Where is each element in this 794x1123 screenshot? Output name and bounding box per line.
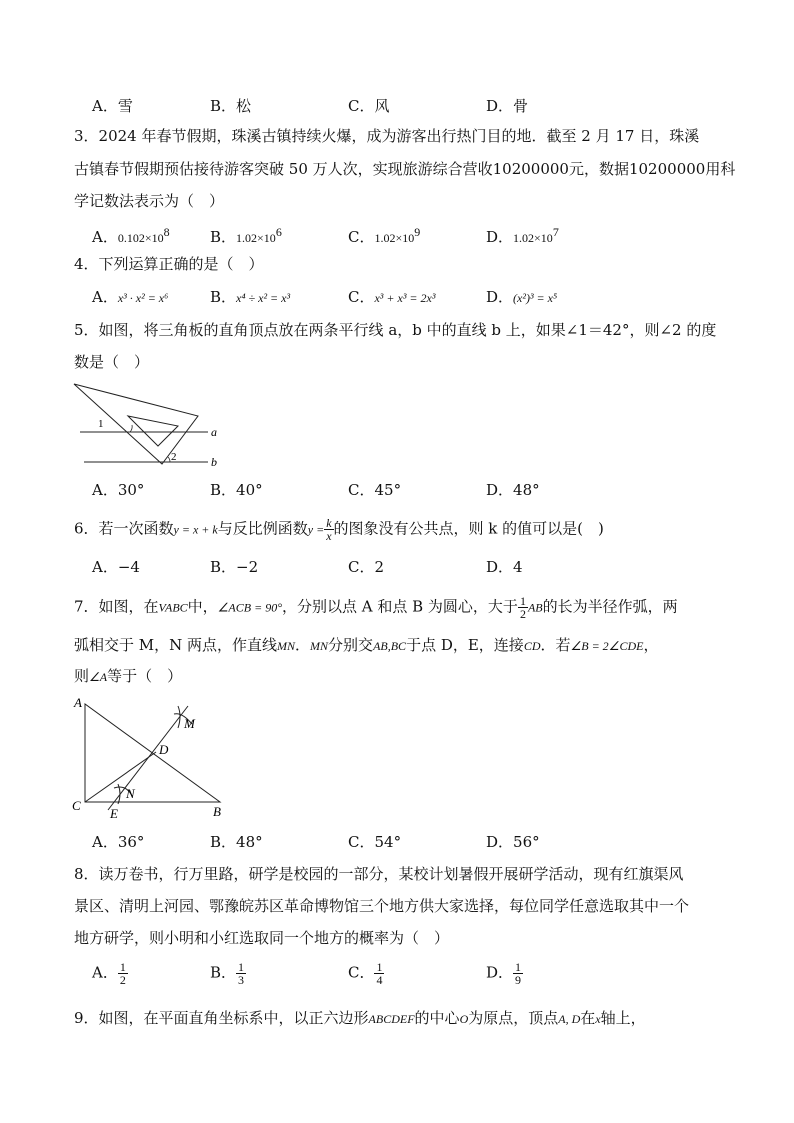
q3-option-b: [210, 222, 282, 248]
q4-option-a: [92, 287, 168, 308]
q6-text-2: 与反比例函数: [217, 519, 308, 538]
q2-option-a: A．雪: [92, 97, 133, 115]
q6-fraction-denominator: x: [326, 529, 332, 543]
q7-line-mn-2: MN: [310, 639, 329, 653]
q3-line-1: 3．2024 年春节假期，珠溪古镇持续火爆，成为游客出行热门目的地．截至 2 月 17 日，珠溪: [74, 127, 700, 145]
angle-1-label: 1: [98, 418, 104, 430]
q3-option-a-base: 0.102×10: [117, 231, 164, 245]
q8-option-c: [348, 961, 384, 986]
q8-line-3: 地方研学，则小明和小红选取同一个地方的概率为（ ）: [74, 929, 450, 947]
q3-option-d-label: D．: [486, 228, 514, 246]
q3-option-c-base: 1.02×10: [374, 231, 415, 245]
q7-half-den: 2: [519, 607, 526, 621]
q2-option-d: D．骨: [486, 97, 529, 115]
q8-option-d-num: 1: [515, 960, 522, 974]
q4-option-b-expr: x⁴ ÷ x² = x³: [236, 291, 291, 305]
q3-option-a-exp: 8: [163, 225, 170, 239]
q3-line-2: 古镇春节假期预估接待游客突破 50 万人次，实现旅游综合营收10200000元，数据10200000用科: [74, 160, 736, 178]
q9-line-1: [74, 1008, 646, 1029]
q5-option-b: B．40°: [210, 481, 263, 499]
q6-option-c: C．2: [348, 558, 385, 576]
q4-option-a-expr: x³ · x² = x⁶: [117, 291, 169, 305]
q8-option-a-label: A．: [92, 963, 118, 982]
q8-option-c-num: 1: [376, 960, 383, 974]
q8-option-d-den: 9: [515, 973, 522, 987]
q4-stem: 4．下列运算正确的是（ ）: [74, 255, 264, 273]
q7-condition: ∠B = 2∠CDE: [570, 639, 644, 653]
q4-option-b: [210, 287, 290, 308]
q5-figure: [70, 380, 230, 472]
q6-text-3: 的图象没有公共点，则 k 的值可以是( ): [333, 519, 604, 538]
q3-option-b-base: 1.02×10: [236, 231, 276, 245]
q9-text-4: 在: [580, 1009, 596, 1027]
q7-l2-text-a: 弧相交于 M，N 两点，作直线: [74, 636, 278, 654]
q6-stem: [74, 517, 604, 542]
q5-line-2: 数是（ ）: [74, 353, 150, 371]
vertex-c-label: C: [72, 798, 81, 813]
q4-option-d-label: D．: [486, 288, 514, 306]
q9-text-2: 的中心: [414, 1009, 460, 1027]
q7-half-fraction: [518, 595, 528, 620]
q7-figure: [70, 692, 240, 822]
q7-l2-text-e: ．若: [540, 636, 571, 654]
q7-l1-text-b: 中，: [187, 597, 218, 616]
line-a-label: a: [211, 425, 217, 439]
q7-line-mn-1: MN: [277, 639, 296, 653]
q7-half-num: 1: [519, 594, 526, 608]
q3-option-c-exp: 9: [414, 225, 421, 239]
point-m-label: M: [184, 716, 195, 731]
q9-text-3: 为原点，顶点: [468, 1009, 559, 1027]
q8-option-b-num: 1: [238, 960, 245, 974]
q7-l3-post: 等于（ ）: [107, 667, 183, 685]
q7-triangle: VABC: [158, 600, 188, 615]
set-square-inner: [128, 416, 178, 446]
vertex-b-label: B: [213, 804, 221, 819]
q7-l2-text-c: 分别交: [328, 636, 374, 654]
q8-option-a-num: 1: [119, 960, 126, 974]
q3-option-c: [348, 222, 420, 248]
q6-option-b: B．−2: [210, 558, 259, 576]
q3-option-b-label: B．: [210, 228, 237, 246]
angle-2-arc: [168, 457, 170, 462]
q2-option-b: B．松: [210, 97, 252, 115]
q6-text-1: 6．若一次函数: [74, 519, 174, 538]
q8-option-b-label: B．: [210, 963, 237, 982]
point-e-label: E: [110, 806, 118, 821]
line-b-label: b: [211, 455, 217, 469]
q5-line-1: 5．如图，将三角板的直角顶点放在两条平行线 a，b 中的直线 b 上，如果∠1＝42°，则∠2 的度: [74, 321, 717, 339]
q4-option-c-expr: x³ + x³ = 2x³: [374, 291, 436, 305]
q7-l2-text-d: 于点 D，E，连接: [406, 636, 524, 654]
q7-l2-text-b: ．: [295, 636, 311, 654]
q3-line-3: 学记数法表示为（ ）: [74, 192, 225, 210]
q3-option-d-exp: 7: [552, 225, 559, 239]
q4-option-b-label: B．: [210, 288, 237, 306]
q3-option-b-exp: 6: [275, 225, 282, 239]
q4-option-c-label: C．: [348, 288, 375, 306]
q7-option-d: D．56°: [486, 833, 540, 851]
q4-option-d-expr: (x²)³ = x⁵: [513, 291, 558, 305]
q6-option-a: A．−4: [92, 558, 140, 576]
q9-vertices-ad: A, D: [558, 1012, 581, 1026]
q9-text-5: 轴上，: [600, 1009, 646, 1027]
q7-line-2: [74, 635, 658, 656]
q8-line-2: 景区、清明上河园、鄂豫皖苏区革命博物馆三个地方供大家选择，每位同学任意选取其中一个: [74, 897, 690, 915]
q4-option-d: [486, 287, 557, 308]
q6-inverse-fraction: [324, 517, 333, 542]
q7-segments-ab-bc: AB,BC: [373, 639, 407, 653]
q7-l2-text-f: ，: [643, 636, 659, 654]
q5-option-a: A．30°: [92, 481, 145, 499]
q7-line-1: [74, 595, 678, 620]
q3-option-c-label: C．: [348, 228, 375, 246]
q7-l1-text-d: 的长为半径作弧，两: [542, 597, 678, 616]
point-d-label: D: [159, 742, 169, 757]
q8-option-b-fraction: [236, 961, 246, 986]
q7-line-3: [74, 666, 182, 687]
q9-hexagon: ABCDEF: [368, 1012, 415, 1026]
q7-option-c: C．54°: [348, 833, 402, 851]
q8-option-b-den: 3: [238, 973, 245, 987]
q6-linear-function: y = x + k: [173, 522, 218, 537]
q4-option-c: [348, 287, 435, 308]
q8-line-1: 8．读万卷书，行万里路，研学是校园的一部分，某校计划暑假开展研学活动，现有红旗渠风: [74, 865, 684, 883]
q8-option-a-fraction: [118, 961, 128, 986]
q8-option-c-fraction: [374, 961, 384, 986]
q9-x-axis: x: [595, 1012, 601, 1026]
q8-option-d: [486, 961, 523, 986]
angle-2-label: 2: [171, 451, 177, 463]
q7-l1-text-c: ，分别以点 A 和点 B 为圆心，大于: [282, 597, 518, 616]
q8-option-d-fraction: [513, 961, 523, 986]
q4-option-a-label: A．: [92, 288, 118, 306]
q5-option-d: D．48°: [486, 481, 540, 499]
q6-option-d: D．4: [486, 558, 523, 576]
q7-segment-cd: CD: [523, 639, 541, 653]
angle-1-arc: [130, 425, 132, 432]
q8-option-b: [210, 961, 246, 986]
q8-option-c-label: C．: [348, 963, 375, 982]
q8-option-c-den: 4: [376, 973, 383, 987]
q5-option-c: C．45°: [348, 481, 402, 499]
q7-option-b: B．48°: [210, 833, 263, 851]
q7-angle-a: ∠A: [89, 670, 108, 684]
q6-fraction-numerator: k: [326, 516, 332, 530]
q2-option-c: C．风: [348, 97, 390, 115]
q6-inverse-lhs: y =: [307, 522, 325, 537]
q7-l1-text-a: 7．如图，在: [74, 597, 159, 616]
q8-option-d-label: D．: [486, 963, 514, 982]
q3-option-a: [92, 222, 170, 248]
q3-option-a-label: A．: [92, 228, 118, 246]
q8-option-a: [92, 961, 128, 986]
q9-center-o: O: [459, 1012, 469, 1026]
q7-right-angle: ∠ACB = 90°: [217, 600, 282, 615]
q7-segment-ab: AB: [527, 600, 543, 615]
vertex-a-label: A: [74, 695, 82, 710]
q7-option-a: A．36°: [92, 833, 145, 851]
q3-option-d: [486, 222, 559, 248]
q7-l3-pre: 则: [74, 667, 90, 685]
q9-text-1: 9．如图，在平面直角坐标系中，以正六边形: [74, 1009, 369, 1027]
point-n-label: N: [126, 786, 135, 801]
q8-option-a-den: 2: [119, 973, 126, 987]
q3-option-d-base: 1.02×10: [513, 231, 553, 245]
